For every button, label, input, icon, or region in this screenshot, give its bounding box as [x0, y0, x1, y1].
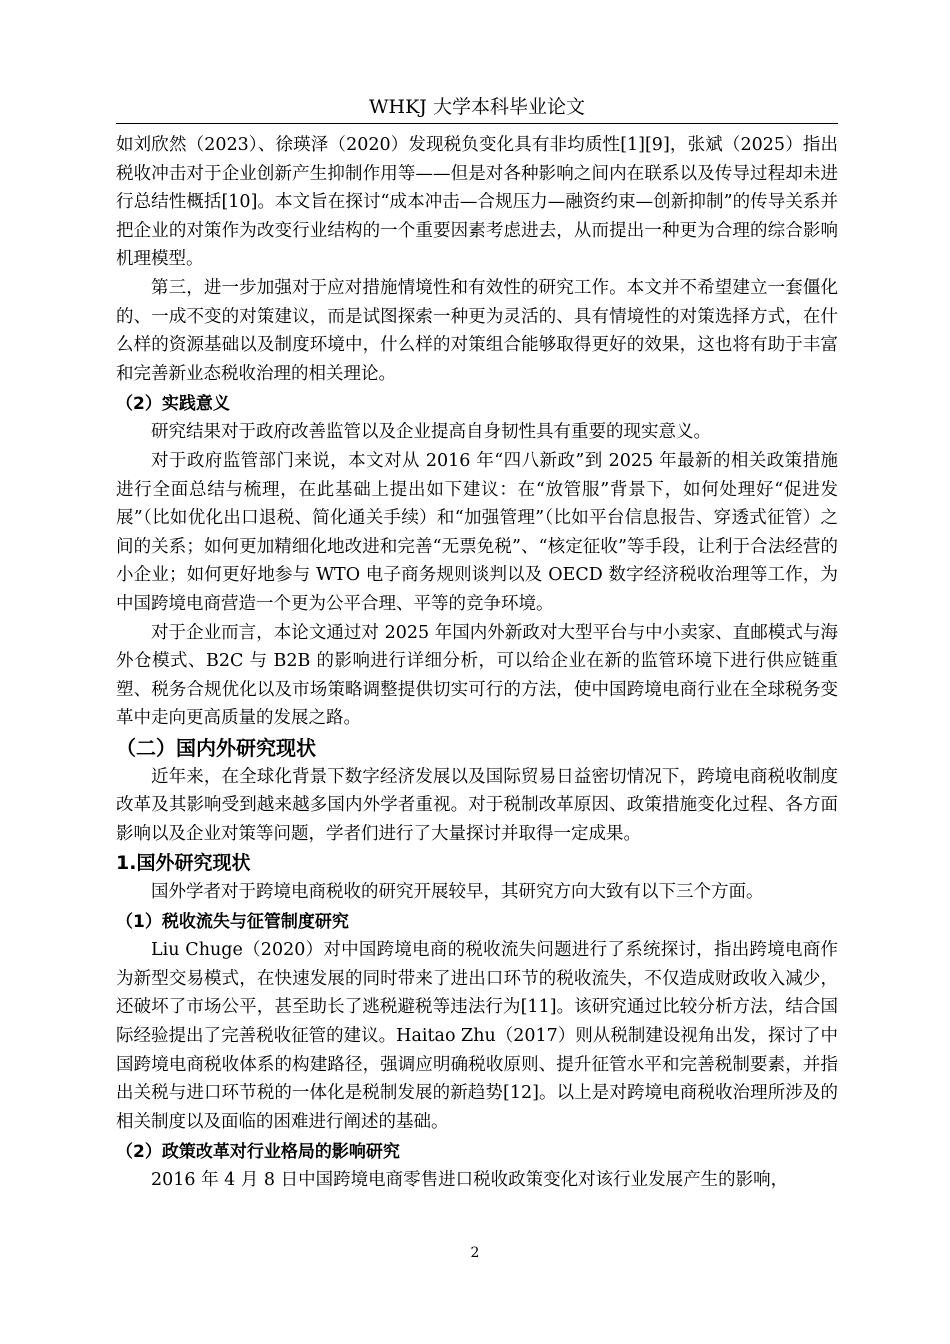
- paragraph-1: 如刘欣然（2023）、徐瑛泽（2020）发现税负变化具有非均质性[1][9]，张斌（2025）指出税收冲击对于企业创新产生抑制作用等——但是对各种影响之间内在联系以及传导过程却未进行总结性概括[10]。本文旨在探讨“成本冲击—合规压力—融资约束—创新抑制”的传导关系并把企业的对策作为改变行业结构的一个重要因素考虑进去，从而提出一种更为合理的综合影响机理模型。: [116, 135, 838, 270]
- heading-practical-significance: （2）实践意义: [116, 394, 230, 415]
- document-body: [116, 131, 838, 1195]
- heading-tax-loss: （1）税收流失与征管制度研究: [116, 912, 349, 933]
- paragraph-9: 2016 年 4 月 8 日中国跨境电商零售进口税收政策变化对该行业发展产生的影响，: [151, 1170, 789, 1191]
- header-title: WHKJ 大学本科毕业论文: [369, 96, 585, 118]
- paragraph-6: 近年来，在全球化背景下数字经济发展以及国际贸易日益密切情况下，跨境电商税收制度改革及其影响受到越来越多国内外学者重视。对于税制改革原因、政策措施变化过程、各方面影响以及企业对策等问题，学者们进行了大量探讨并取得一定成果。: [116, 766, 838, 845]
- paragraph-5: 对于企业而言，本论文通过对 2025 年国内外新政对大型平台与中小卖家、直邮模式与海外仓模式、B2C 与 B2B 的影响进行详细分析，可以给企业在新的监管环境下进行供应链重塑、税务合规优化以及市场策略调整提供切实可行的方法，使中国跨境电商行业在全球税务变革中走向更高质量的发展之路。: [116, 622, 838, 729]
- heading-foreign-research: 1.国外研究现状: [116, 851, 251, 874]
- paragraph-4: 对于政府监管部门来说，本文对从 2016 年“四八新政”到 2025 年最新的相关政策措施进行全面总结与梳理，在此基础上提出如下建议：在“放管服”背景下，如何处理好“促进发展”（比如优化出口退税、简化通关手续）和“加强管理”（比如平台信息报告、穿透式征管）之间的关系；如何更加精细化地改进和完善“无票免税”、“核定征收”等手段，让利于合法经营的小企业；如何更好地参与 WTO 电子商务规则谈判以及 OECD 数字经济税收治理等工作，为中国跨境电商营造一个更为公平合理、平等的竞争环境。: [116, 450, 838, 614]
- heading-policy-reform: （2）政策改革对行业格局的影响研究: [116, 1142, 400, 1163]
- paragraph-2: 第三，进一步加强对于应对措施情境性和有效性的研究工作。本文并不希望建立一套僵化的、一成不变的对策建议，而是试图探索一种更为灵活的、具有情境性的对策选择方式，在什么样的资源基础以及制度环境中，什么样的对策组合能够取得更好的效果，这也将有助于丰富和完善新业态税收治理的相关理论。: [116, 277, 838, 384]
- header-rule: [116, 123, 838, 124]
- paragraph-3: 研究结果对于政府改善监管以及企业提高自身韧性具有重要的现实意义。: [151, 422, 711, 443]
- heading-research-status: （二）国内外研究现状: [116, 735, 316, 760]
- page-header: [116, 92, 838, 122]
- page-number: 2: [470, 1245, 480, 1261]
- paragraph-7: 国外学者对于跨境电商税收的研究开展较早，其研究方向大致有以下三个方面。: [151, 881, 764, 902]
- paragraph-8: Liu Chuge（2020）对中国跨境电商的税收流失问题进行了系统探讨，指出跨境电商作为新型交易模式，在快速发展的同时带来了进出口环节的税收流失，不仅造成财政收入减少，还破坏了市场公平，甚至助长了逃税避税等违法行为[11]。该研究通过比较分析方法，结合国际经验提出了完善税收征管的建议。Haitao Zhu（2017）则从税制建设视角出发，探讨了中国跨境电商税收体系的构建路径，强调应明确税收原则、提升征管水平和完善税制要素，并指出关税与进口环节税的一体化是税制发展的新趋势[12]。以上是对跨境电商税收治理所涉及的相关制度以及面临的困难进行阐述的基础。: [116, 940, 838, 1132]
